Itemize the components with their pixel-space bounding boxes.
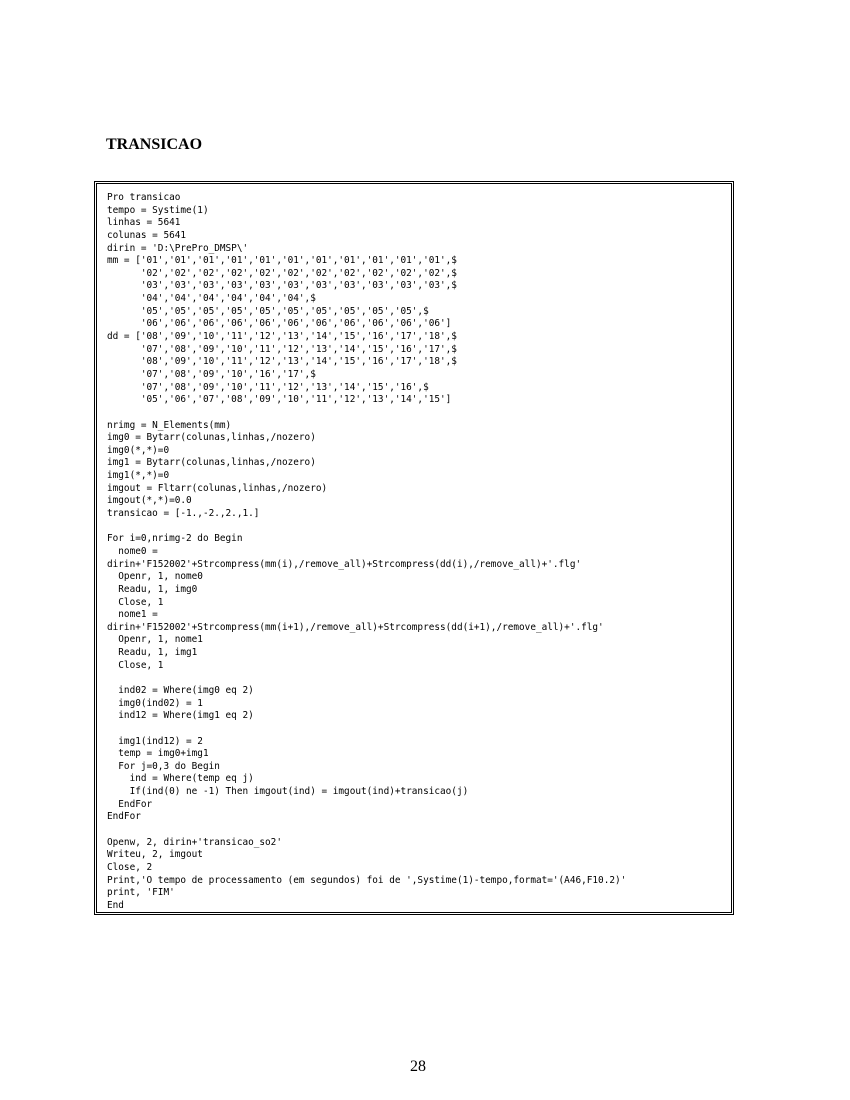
code-line: Close, 1 <box>107 659 164 671</box>
code-line: '02','02','02','02','02','02','02','02','02','02','02',$ <box>107 267 457 279</box>
code-line: Openw, 2, dirin+'transicao_so2' <box>107 836 282 848</box>
code-line <box>107 824 626 837</box>
code-line: '05','06','07','08','09','10','11','12','13','14','15'] <box>107 394 452 406</box>
code-line: Writeu, 2, imgout <box>107 849 203 861</box>
code-line: nome1 = <box>107 609 158 621</box>
code-line <box>107 672 626 685</box>
code-line: colunas = 5641 <box>107 229 187 241</box>
code-line: print, 'FIM' <box>107 887 175 899</box>
code-line: dirin+'F152002'+Strcompress(mm(i+1),/remove_all)+Strcompress(dd(i+1),/remove_all)+'.flg' <box>107 621 604 633</box>
code-line: Readu, 1, img1 <box>107 647 198 659</box>
section-heading: TRANSICAO <box>106 136 203 153</box>
code-line: nrimg = N_Elements(mm) <box>107 419 232 431</box>
code-line: Close, 1 <box>107 596 164 608</box>
code-line: nome0 = <box>107 545 158 557</box>
code-line: Readu, 1, img0 <box>107 583 198 595</box>
page-number: 28 <box>410 1058 426 1075</box>
code-line: img1 = Bytarr(colunas,linhas,/nozero) <box>107 457 316 469</box>
code-line: dirin = 'D:\PrePro_DMSP\' <box>107 242 249 254</box>
code-line: EndFor <box>107 811 141 823</box>
code-line: Openr, 1, nome0 <box>107 571 203 583</box>
code-line: img1(ind12) = 2 <box>107 735 203 747</box>
code-line: ind = Where(temp eq j) <box>107 773 254 785</box>
code-line: '06','06','06','06','06','06','06','06','06','06','06'] <box>107 318 452 330</box>
code-line: Pro transicao <box>107 192 181 203</box>
code-line: '07','08','09','10','11','12','13','14','15','16',$ <box>107 381 429 393</box>
code-line: Close, 2 <box>107 861 153 873</box>
code-line: If(ind(0) ne -1) Then imgout(ind) = imgout(ind)+transicao(j) <box>107 786 469 798</box>
code-listing-box <box>94 181 734 915</box>
code-line <box>107 723 626 736</box>
code-line: imgout(*,*)=0.0 <box>107 495 192 507</box>
code-line: '07','08','09','10','16','17',$ <box>107 368 316 380</box>
code-line: img0(ind02) = 1 <box>107 697 203 709</box>
code-line: img0(*,*)=0 <box>107 444 170 456</box>
code-line <box>107 407 626 420</box>
code-line: For i=0,nrimg-2 do Begin <box>107 533 243 545</box>
code-line: '08','09','10','11','12','13','14','15','16','17','18',$ <box>107 356 457 368</box>
code-line: '03','03','03','03','03','03','03','03','03','03','03',$ <box>107 280 457 292</box>
code-line: dirin+'F152002'+Strcompress(mm(i),/remove_all)+Strcompress(dd(i),/remove_all)+'.flg' <box>107 558 582 570</box>
code-line: Openr, 1, nome1 <box>107 634 203 646</box>
code-line: For j=0,3 do Begin <box>107 760 220 772</box>
code-line <box>107 521 626 534</box>
code-line: mm = ['01','01','01','01','01','01','01','01','01','01','01',$ <box>107 255 457 267</box>
code-line: img0 = Bytarr(colunas,linhas,/nozero) <box>107 432 316 444</box>
code-listing <box>107 192 626 913</box>
code-line: '05','05','05','05','05','05','05','05','05','05',$ <box>107 305 429 317</box>
code-line: linhas = 5641 <box>107 217 181 229</box>
code-line: dd = ['08','09','10','11','12','13','14','15','16','17','18',$ <box>107 331 457 343</box>
code-line: EndFor <box>107 798 153 810</box>
code-line: imgout = Fltarr(colunas,linhas,/nozero) <box>107 482 328 494</box>
code-line: End <box>107 899 124 911</box>
code-line: Print,'O tempo de processamento (em segundos) foi de ',Systime(1)-tempo,format='(A46,F10.2)' <box>107 874 627 886</box>
code-line: temp = img0+img1 <box>107 748 209 760</box>
code-line: '04','04','04','04','04','04',$ <box>107 293 316 305</box>
code-line: tempo = Systime(1) <box>107 204 209 216</box>
code-line: transicao = [-1.,-2.,2.,1.] <box>107 508 260 520</box>
code-line: ind12 = Where(img1 eq 2) <box>107 710 254 722</box>
code-line: img1(*,*)=0 <box>107 470 170 482</box>
code-line: '07','08','09','10','11','12','13','14','15','16','17',$ <box>107 343 457 355</box>
code-line: ind02 = Where(img0 eq 2) <box>107 684 254 696</box>
